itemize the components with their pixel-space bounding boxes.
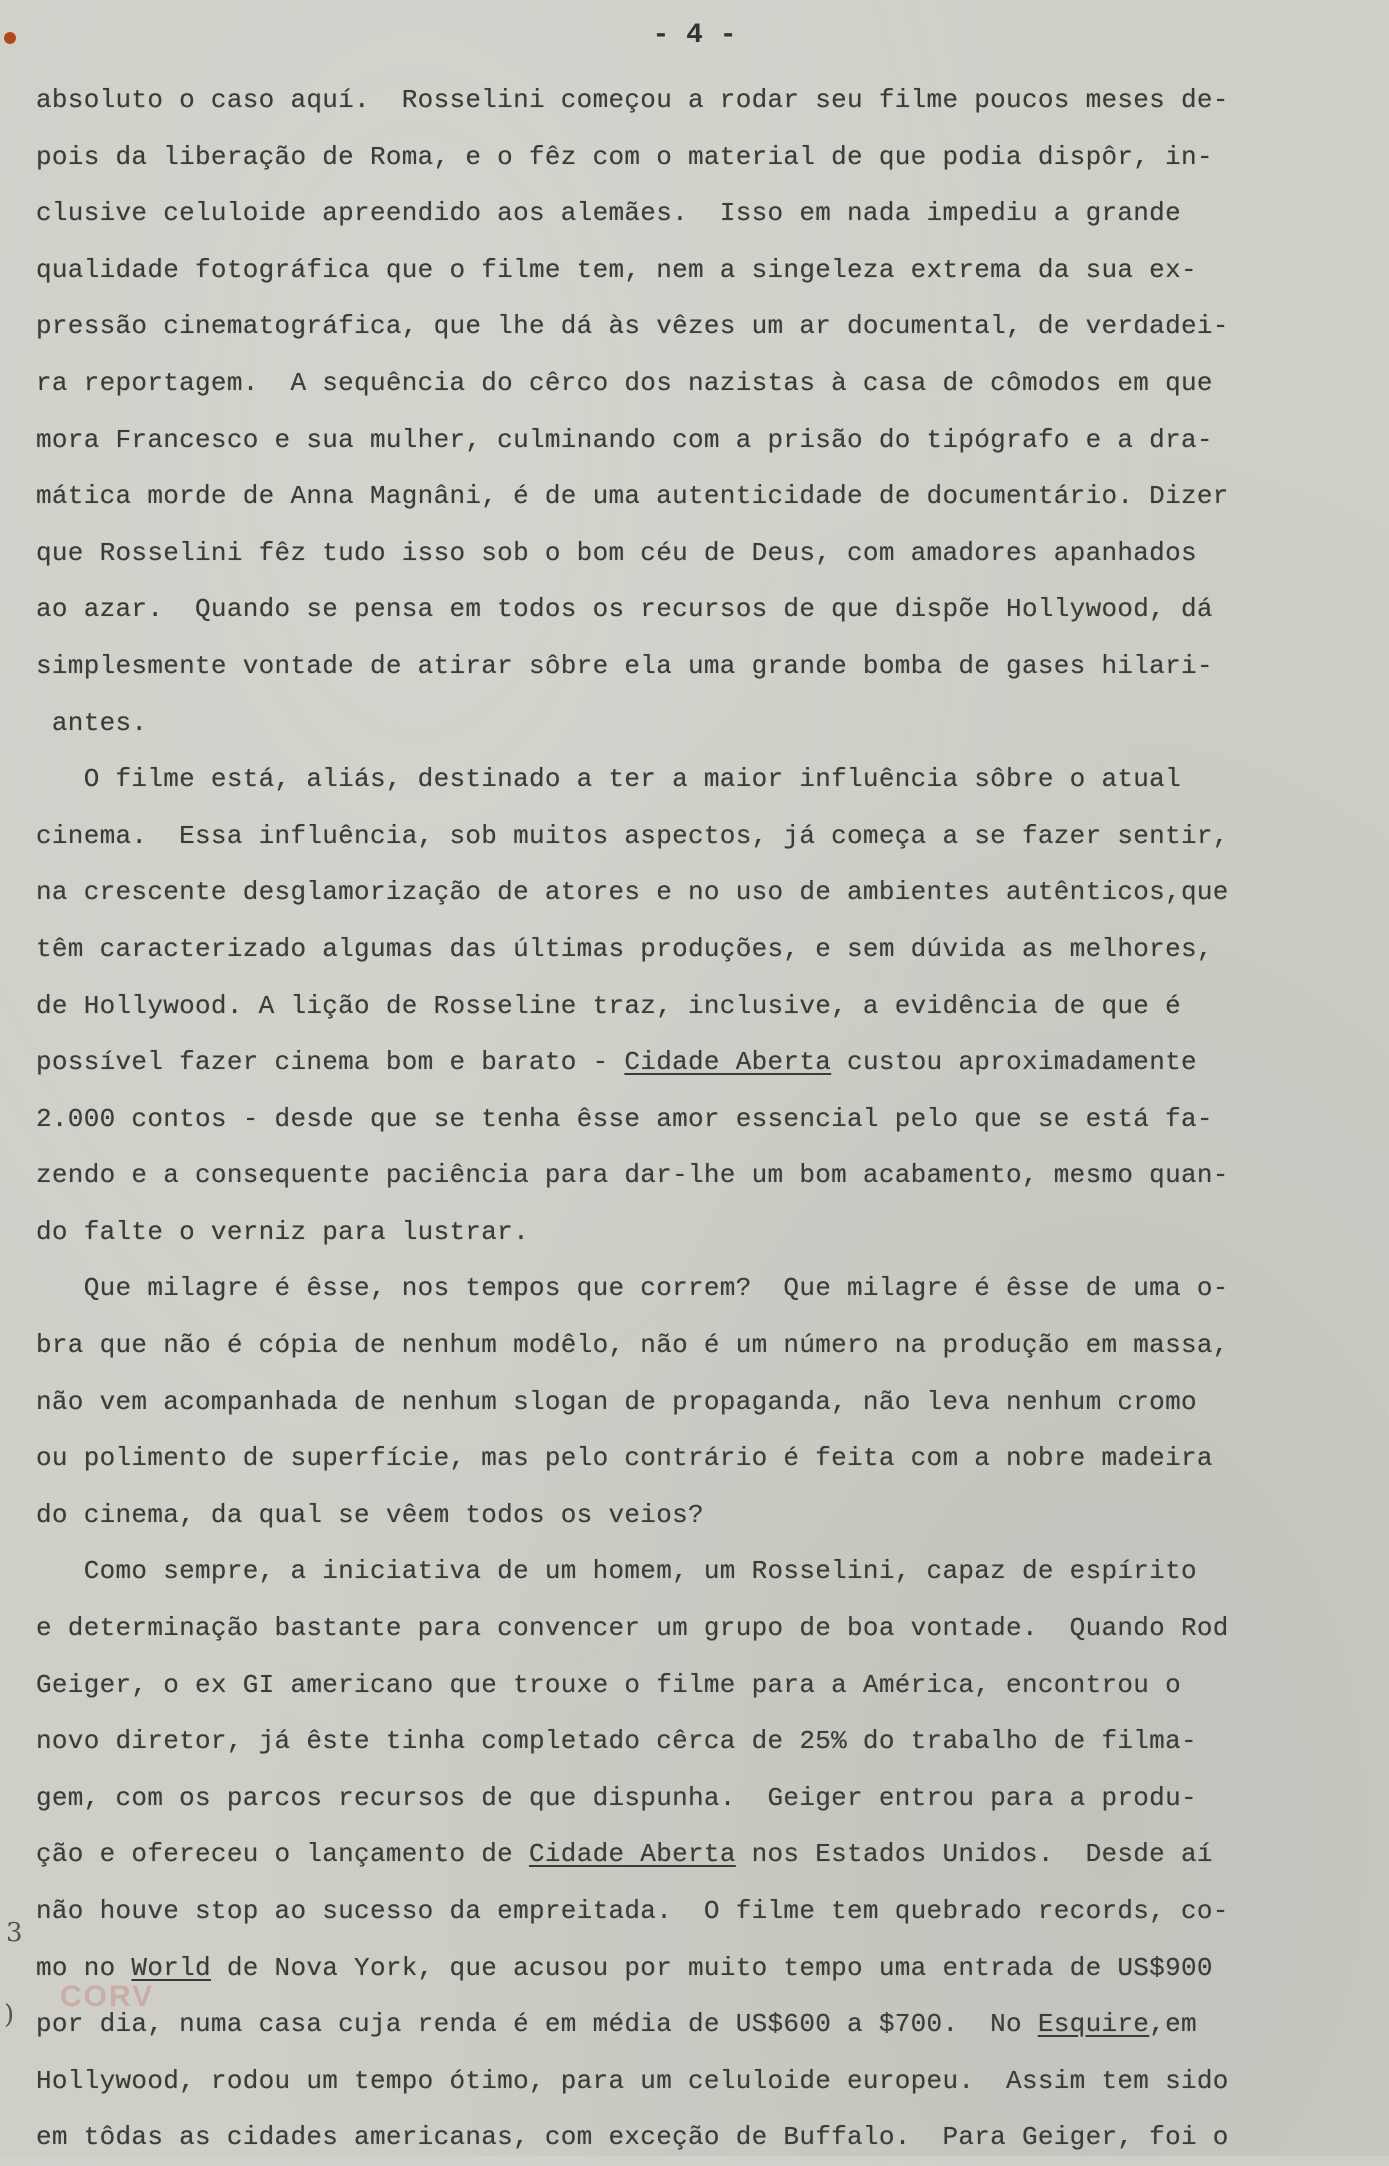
text-line: que Rosselini fêz tudo isso sob o bom céu de Deus, com amadores apanhados [36,537,1197,568]
text-line: ção e ofereceu o lançamento de Cidade Aberta nos Estados Unidos. Desde aí [36,1839,1213,1870]
underlined-title: Cidade Aberta [624,1047,832,1078]
text-line: zendo e a consequente paciência para dar-lhe um bom acabamento, mesmo quan- [36,1160,1229,1191]
text-line: Geiger, o ex GI americano que trouxe o filme para a América, encontrou o [36,1669,1181,1700]
text-line: novo diretor, já êste tinha completado cêrca de 25% do trabalho de filma- [36,1726,1197,1757]
text-line: 2.000 contos - desde que se tenha êsse amor essencial pelo que se está fa- [36,1103,1213,1134]
text-line: Que milagre é êsse, nos tempos que correm? Que milagre é êsse de uma o- [36,1273,1229,1304]
text-line: em tôdas as cidades americanas, com exceção de Buffalo. Para Geiger, foi o [36,2122,1229,2153]
text-line: clusive celuloide apreendido aos alemães. Isso em nada impediu a grande [36,198,1181,229]
text-line: gem, com os parcos recursos de que dispunha. Geiger entrou para a produ- [36,1782,1197,1813]
text-line: do falte o verniz para lustrar. [36,1216,529,1247]
text-line: qualidade fotográfica que o filme tem, nem a singeleza extrema da sua ex- [36,254,1197,285]
text-line: têm caracterizado algumas das últimas produções, e sem dúvida as melhores, [36,933,1213,964]
text-line: simplesmente vontade de atirar sôbre ela uma grande bomba de gases hilari- [36,650,1213,681]
text-line: O filme está, aliás, destinado a ter a maior influência sôbre o atual [36,764,1181,795]
text-line: mo no World de Nova York, que acusou por muito tempo uma entrada de US$900 [36,1952,1213,1983]
text-line: ao azar. Quando se pensa em todos os recursos de que dispõe Hollywood, dá [36,594,1213,625]
margin-mark-1: 3 [6,1918,23,1948]
underlined-title: Esquire [1037,2009,1150,2040]
text-line: não houve stop ao sucesso da empreitada. O filme tem quebrado records, co- [36,1896,1229,1926]
text-line: de Hollywood. A lição de Rosseline traz, inclusive, a evidência de que é [36,990,1181,1021]
text-line: cinema. Essa influência, sob muitos aspectos, já começa a se fazer sentir, [36,820,1229,851]
underlined-title: World [131,1952,211,1983]
document-body [36,72,1336,2166]
text-line: possível fazer cinema bom e barato - Cidade Aberta custou aproximadamente [36,1047,1197,1078]
text-line: do cinema, da qual se vêem todos os veios? [36,1499,704,1530]
text-line: ou polimento de superfície, mas pelo contrário é feita com a nobre madeira [36,1443,1213,1474]
text-line: antes. [36,707,148,738]
text-line: pois da liberação de Roma, e o fêz com o material de que podia dispôr, in- [36,141,1213,172]
text-line: ra reportagem. A sequência do cêrco dos nazistas à casa de cômodos em que [36,367,1213,398]
text-line: mora Francesco e sua mulher, culminando com a prisão do tipógrafo e a dra- [36,424,1213,455]
text-line: Hollywood, rodou um tempo ótimo, para um celuloide europeu. Assim tem sido [36,2065,1229,2096]
text-line: bra que não é cópia de nenhum modêlo, não é um número na produção em massa, [36,1330,1229,1361]
text-line: não vem acompanhada de nenhum slogan de propaganda, não leva nenhum cromo [36,1386,1197,1417]
text-line: Como sempre, a iniciativa de um homem, um Rosselini, capaz de espírito [36,1556,1197,1587]
text-line: na crescente desglamorização de atores e no uso de ambientes autênticos,que [36,877,1229,908]
text-line: e determinação bastante para convencer um grupo de boa vontade. Quando Rod [36,1613,1229,1644]
text-line: por dia, numa casa cuja renda é em média de US$600 a $700. No Esquire,em [36,2009,1197,2040]
text-line: mática morde de Anna Magnâni, é de uma autenticidade de documentário. Dizer [36,481,1229,512]
margin-mark-2: ) [4,2000,15,2030]
text-line: pressão cinematográfica, que lhe dá às vêzes um ar documental, de verdadei- [36,311,1229,342]
text-line: absoluto o caso aquí. Rosselini começou a rodar seu filme poucos meses de- [36,85,1229,115]
faded-stamp: CORV [60,1980,155,2013]
underlined-title: Cidade Aberta [528,1839,736,1870]
page-number: - 4 - [652,20,737,51]
